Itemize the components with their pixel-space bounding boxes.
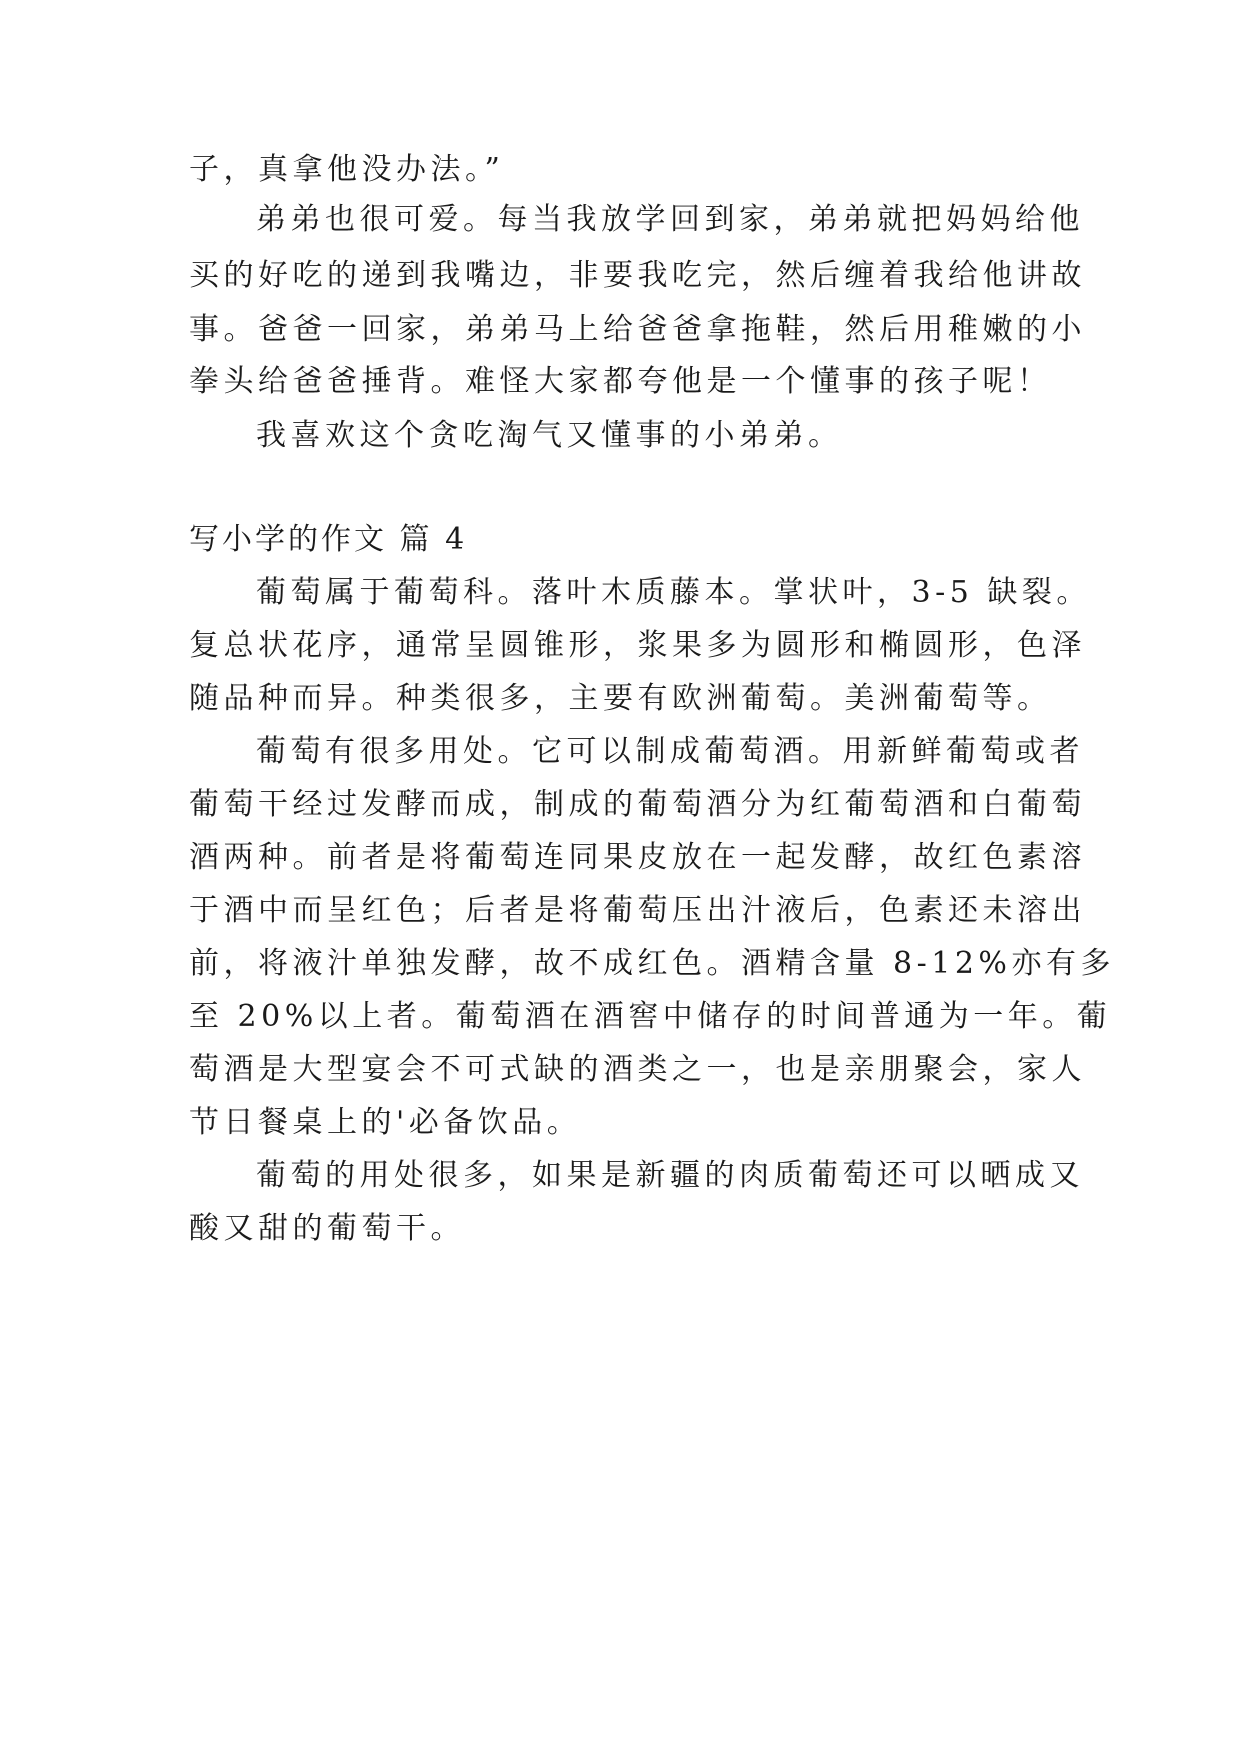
paragraph-line: 我喜欢这个贪吃淘气又懂事的小弟弟。 [256,418,843,453]
paragraph-line: 萄酒是大型宴会不可式缺的酒类之一，也是亲朋聚会，家人 [189,1052,1086,1087]
paragraph-line: 节日餐桌上的'必备饮品。 [189,1105,582,1140]
paragraph-line: 子，真拿他没办法。” [189,152,505,187]
paragraph-line: 买的好吃的递到我嘴边，非要我吃完，然后缠着我给他讲故 [189,258,1086,293]
paragraph-line: 葡萄有很多用处。它可以制成葡萄酒。用新鲜葡萄或者 [256,734,1084,769]
paragraph-line: 葡萄干经过发酵而成，制成的葡萄酒分为红葡萄酒和白葡萄 [189,787,1086,822]
paragraph-line: 葡萄的用处很多，如果是新疆的肉质葡萄还可以晒成又 [256,1158,1084,1193]
paragraph-line: 弟弟也很可爱。每当我放学回到家，弟弟就把妈妈给他 [256,202,1084,237]
section-heading: 写小学的作文 篇 4 [189,522,468,557]
paragraph-line: 至 20%以上者。葡萄酒在酒窖中储存的时间普通为一年。葡 [189,999,1112,1034]
paragraph-line: 酒两种。前者是将葡萄连同果皮放在一起发酵，故红色素溶 [189,840,1086,875]
paragraph-line: 酸又甜的葡萄干。 [189,1211,465,1246]
paragraph-line: 随品种而异。种类很多，主要有欧洲葡萄。美洲葡萄等。 [189,681,1052,716]
paragraph-line: 前，将液汁单独发酵，故不成红色。酒精含量 8-12%亦有多 [189,946,1115,981]
paragraph-line: 复总状花序，通常呈圆锥形，浆果多为圆形和椭圆形，色泽 [189,628,1086,663]
paragraph-line: 葡萄属于葡萄科。落叶木质藤本。掌状叶，3-5 缺裂。 [256,575,1091,610]
paragraph-line: 事。爸爸一回家，弟弟马上给爸爸拿拖鞋，然后用稚嫩的小 [189,312,1086,347]
paragraph-line: 于酒中而呈红色；后者是将葡萄压出汁液后，色素还未溶出 [189,893,1086,928]
paragraph-line: 拳头给爸爸捶背。难怪大家都夸他是一个懂事的孩子呢！ [189,364,1052,399]
